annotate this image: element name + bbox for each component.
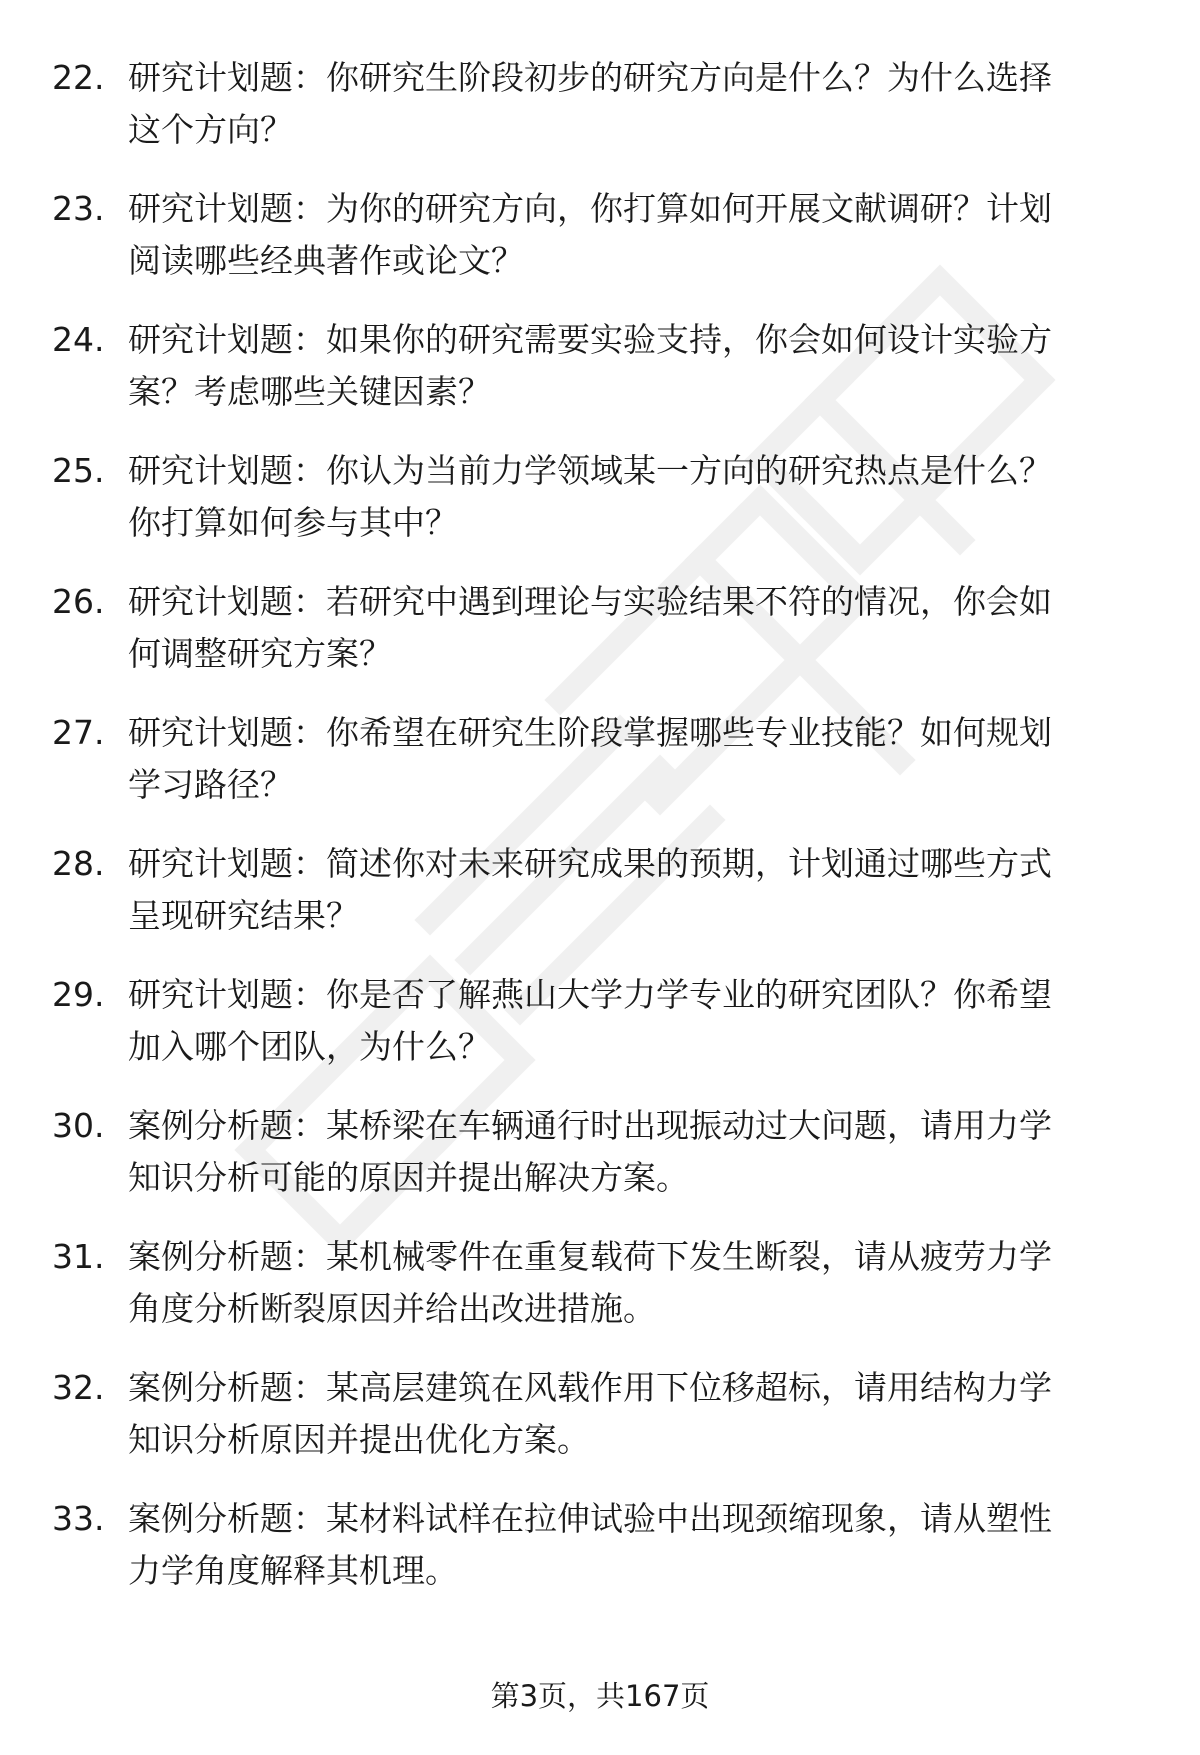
question-line-1: 某机械零件在重复载荷下发生断裂，请从疲劳力学 [326,1237,1052,1276]
question-line-1: 你认为当前力学领域某一方向的研究热点是什么？ [326,451,1052,490]
page-number-footer: 第3页，共167页 [490,1679,710,1713]
question-item [0,52,1200,183]
question-line-2: 这个方向？ [128,110,293,149]
question-type: 研究计划题： [128,975,326,1014]
question-item [0,1100,1200,1231]
question-type: 案例分析题： [128,1368,326,1407]
question-line-2: 知识分析可能的原因并提出解决方案。 [128,1158,689,1197]
question-item [0,314,1200,445]
question-type: 研究计划题： [128,713,326,752]
question-item [0,707,1200,838]
question-item [0,838,1200,969]
question-line-2: 学习路径？ [128,765,293,804]
question-text [128,314,1138,418]
question-text [128,707,1138,811]
question-line-2: 案？考虑哪些关键因素？ [128,372,491,411]
question-number: 29. [52,975,105,1014]
question-item [0,183,1200,314]
question-item [0,1362,1200,1493]
question-item [0,576,1200,707]
question-item [0,1231,1200,1362]
question-type: 案例分析题： [128,1106,326,1145]
question-text [128,838,1138,942]
question-number: 33. [52,1499,105,1538]
question-item [0,445,1200,576]
question-number: 23. [52,189,105,228]
question-number: 25. [52,451,105,490]
question-line-2: 阅读哪些经典著作或论文？ [128,241,524,280]
question-line-1: 你希望在研究生阶段掌握哪些专业技能？如何规划 [326,713,1052,752]
question-line-1: 某桥梁在车辆通行时出现振动过大问题，请用力学 [326,1106,1052,1145]
question-line-2: 加入哪个团队，为什么？ [128,1027,491,1066]
question-line-1: 若研究中遇到理论与实验结果不符的情况，你会如 [326,582,1052,621]
question-number: 26. [52,582,105,621]
question-text [128,52,1138,156]
question-item [0,1493,1200,1624]
question-type: 研究计划题： [128,582,326,621]
question-number: 31. [52,1237,105,1276]
question-text [128,445,1138,549]
question-text [128,1493,1138,1597]
question-number: 28. [52,844,105,883]
question-text [128,1231,1138,1335]
question-text [128,576,1138,680]
question-type: 案例分析题： [128,1499,326,1538]
question-number: 30. [52,1106,105,1145]
question-line-1: 某材料试样在拉伸试验中出现颈缩现象，请从塑性 [326,1499,1052,1538]
question-line-1: 为你的研究方向，你打算如何开展文献调研？计划 [326,189,1052,228]
question-line-2: 角度分析断裂原因并给出改进措施。 [128,1289,656,1328]
question-line-2: 你打算如何参与其中？ [128,503,458,542]
question-list [0,52,1200,1624]
question-number: 27. [52,713,105,752]
question-number: 32. [52,1368,105,1407]
question-text [128,969,1138,1073]
question-item [0,969,1200,1100]
question-line-2: 何调整研究方案？ [128,634,392,673]
question-line-2: 知识分析原因并提出优化方案。 [128,1420,590,1459]
question-type: 案例分析题： [128,1237,326,1276]
question-number: 22. [52,58,105,97]
question-number: 24. [52,320,105,359]
question-line-2: 力学角度解释其机理。 [128,1551,458,1590]
question-type: 研究计划题： [128,451,326,490]
question-text [128,183,1138,287]
question-line-1: 简述你对未来研究成果的预期，计划通过哪些方式 [326,844,1052,883]
question-type: 研究计划题： [128,58,326,97]
question-line-1: 某高层建筑在风载作用下位移超标，请用结构力学 [326,1368,1052,1407]
question-line-1: 如果你的研究需要实验支持，你会如何设计实验方 [326,320,1052,359]
question-line-1: 你是否了解燕山大学力学专业的研究团队？你希望 [326,975,1052,1014]
question-type: 研究计划题： [128,320,326,359]
question-text [128,1100,1138,1204]
question-type: 研究计划题： [128,189,326,228]
question-text [128,1362,1138,1466]
question-line-1: 你研究生阶段初步的研究方向是什么？为什么选择 [326,58,1052,97]
question-line-2: 呈现研究结果？ [128,896,359,935]
question-type: 研究计划题： [128,844,326,883]
